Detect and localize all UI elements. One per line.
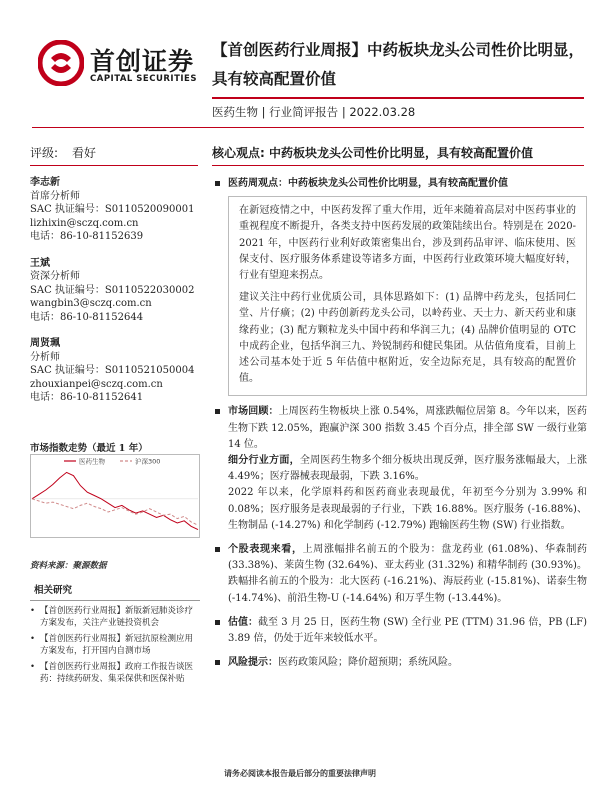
bullet-text: 医药政策风险；降价超预期；系统风险。 [278, 657, 458, 669]
bullet-market-review [212, 404, 587, 453]
chart-frame [31, 455, 200, 538]
main-content [212, 176, 587, 671]
analyst-role: 分析师 [30, 351, 60, 363]
related-item[interactable]: • 【首创医药行业周报】政府工作报告谈医药：持续药研发、集采保供和医保补贴 [30, 661, 200, 685]
series-line-1 [32, 472, 198, 529]
analyst-card [30, 337, 200, 405]
subsector-paragraph [212, 453, 587, 485]
analyst-sac: SAC 执证编号：S0110521050004 [30, 365, 195, 376]
bullet-square-icon [215, 409, 220, 414]
bullet-label: 医药周观点： [228, 178, 288, 189]
legend-label-1: 医药生物 [79, 457, 105, 466]
header-divider [32, 127, 584, 128]
bullet-label: 细分行业方面， [228, 455, 300, 467]
bullet-label: 个股表现来看， [228, 544, 303, 556]
report-meta: 医药生物 | 行业简评报告 | 2022.03.28 [212, 105, 416, 119]
related-item[interactable]: • 【首创医药行业周报】新版新冠肺炎诊疗方案发布，关注产业链投资机会 [30, 605, 200, 629]
analyst-phone: 电话：86-10-81152639 [30, 231, 144, 242]
analyst-sac: SAC 执证编号：S0110520090001 [30, 204, 195, 215]
logo-chinese-name: 首创证券 [90, 47, 195, 76]
chart-title: 市场指数走势（最近 1 年） [30, 443, 148, 454]
analyst-sidebar [30, 176, 200, 418]
sidebar-divider [30, 165, 198, 166]
bullet-text: 上周医药生物板块上涨 0.54%，周涨跌幅位居第 8。今年以来，医药生物下跌 12.05%，跑赢沪深 300 指数 3.45 个百分点，排全部 SW 一级行业第 14 位。 [228, 406, 587, 450]
analyst-name: 周贤珮 [30, 338, 60, 349]
core-view: 核心观点: 中药板块龙头公司性价比明显，具有较高配置价值 [212, 146, 533, 160]
company-logo [38, 40, 200, 90]
chart-plot [30, 454, 200, 538]
analyst-card [30, 257, 200, 325]
legend-label-2: 沪深300 [135, 457, 161, 466]
rating [30, 144, 96, 161]
bullet-square-icon [215, 547, 220, 552]
bullet-text: 上周涨幅排名前五的个股为：盘龙药业 (61.08%)、华森制药 (33.38%)、莱茵生物 (32.64%)、亚太药业 (31.32%) 和精华制药 (30.93%)。跌幅排名前五的个股为：北大医药 (-16.21%)、海辰药业 (-15.81%)、诺泰生物 (-14.74%)、前沿生物-U (-14.64%) 和万孚生物 (-13.44%)。 [228, 544, 587, 604]
analyst-phone: 电话：86-10-81152641 [30, 392, 144, 403]
rating-value: 看好 [72, 146, 97, 160]
weekly-view-box [228, 196, 587, 396]
rating-label: 评级: [30, 146, 59, 160]
bullet-stock-performance [212, 542, 587, 607]
bullet-text: 全周医药生物多个细分板块出现反弹，医疗服务涨幅最大，上涨 4.49%；医疗器械表现最弱，下跌 3.16%。 [228, 455, 588, 483]
bullet-square-icon [215, 660, 220, 665]
main-divider [212, 165, 584, 166]
title-divider [212, 97, 584, 99]
bullet-label: 风险提示： [228, 657, 278, 669]
paragraph: 在新冠疫情之中，中医药发挥了重大作用，近年来随着高层对中医药事业的重视程度不断提升，各类支持中医药发展的政策陆续出台。特别是在 2020-2021 年，中医药行业利好政策密集出台，涉及到药品审评、临床使用、医保支付、医疗服务体系建设等诸多方面，中医药行业政策环境大幅度好转，行业有望迎来拐点。 [239, 205, 576, 282]
paragraph: 建议关注中药行业优质公司，具体思路如下：(1) 品牌中药龙头，包括同仁堂、片仔癀；(2) 中药创新药龙头公司，以岭药业、天士力、新天药业和康缘药业；(3) 配方颗粒龙头中国中药和华润三九；(4) 品牌价值明显的 OTC 中成药企业，包括华润三九、羚锐制药和健民集团。从估值角度看，目前上述公司基本处于近 5 年估值中枢附近，安全边际充足，具有较高的配置价值。 [239, 292, 576, 385]
analyst-card [30, 176, 200, 244]
logo-english-name: CAPITAL SECURITIES [90, 74, 197, 84]
analyst-role: 首席分析师 [30, 190, 80, 202]
analyst-email[interactable]: wangbin3@sczq.com.cn [30, 298, 152, 309]
capital-securities-logo-icon [38, 40, 84, 86]
bullet-text: 2022 年以来，化学原料药和医药商业表现最优，年初至今分别为 3.99% 和 0.08%；医疗服务是表现最弱的子行业，下跌 16.88%。医疗服务 (-16.88%)、生物制品 (-14.27%) 和化学制药 (-12.79%) 跑输医药生物 (SW) 行业指数。 [228, 487, 587, 531]
chart-source: 资料来源：聚源数据 [30, 561, 107, 571]
related-divider [30, 600, 200, 601]
analyst-role: 资深分析师 [30, 271, 80, 282]
bullet-risk [212, 655, 587, 671]
related-title: 相关研究 [34, 585, 73, 596]
bullet-label: 市场回顾： [228, 406, 279, 418]
market-index-chart [30, 440, 200, 540]
analyst-name: 王斌 [30, 257, 50, 269]
bullet-square-icon [215, 620, 220, 625]
legal-footer: 请务必阅读本报告最后部分的重要法律声明 [224, 768, 376, 778]
bullet-weekly-view [212, 176, 587, 192]
related-research [30, 582, 200, 689]
bullet-text: 截至 3 月 25 日，医药生物 (SW) 全行业 PE (TTM) 31.96 倍，PB (LF) 3.89 倍，仍处于近年来较低水平。 [228, 616, 588, 645]
related-item[interactable]: • 【首创医药行业周报】新冠抗原检测应用方案发布，打开国内自测市场 [30, 633, 200, 657]
analyst-email[interactable]: zhouxianpei@sczq.com.cn [30, 378, 163, 390]
bullet-label: 估值： [228, 616, 259, 628]
analyst-sac: SAC 执证编号：S0110522030002 [30, 284, 195, 296]
analyst-email[interactable]: lizhixin@sczq.com.cn [30, 217, 139, 229]
analyst-name: 李志新 [30, 177, 60, 188]
ytd-paragraph [212, 485, 587, 534]
report-header [0, 0, 600, 140]
bullet-valuation [212, 615, 587, 647]
analyst-phone: 电话：86-10-81152644 [30, 311, 144, 323]
report-title: 【首创医药行业周报】中药板块龙头公司性价比明显，具有较高配置价值 [212, 41, 585, 88]
bullet-text: 中药板块龙头公司性价比明显，具有较高配置价值 [288, 178, 508, 189]
bullet-square-icon [215, 181, 220, 186]
